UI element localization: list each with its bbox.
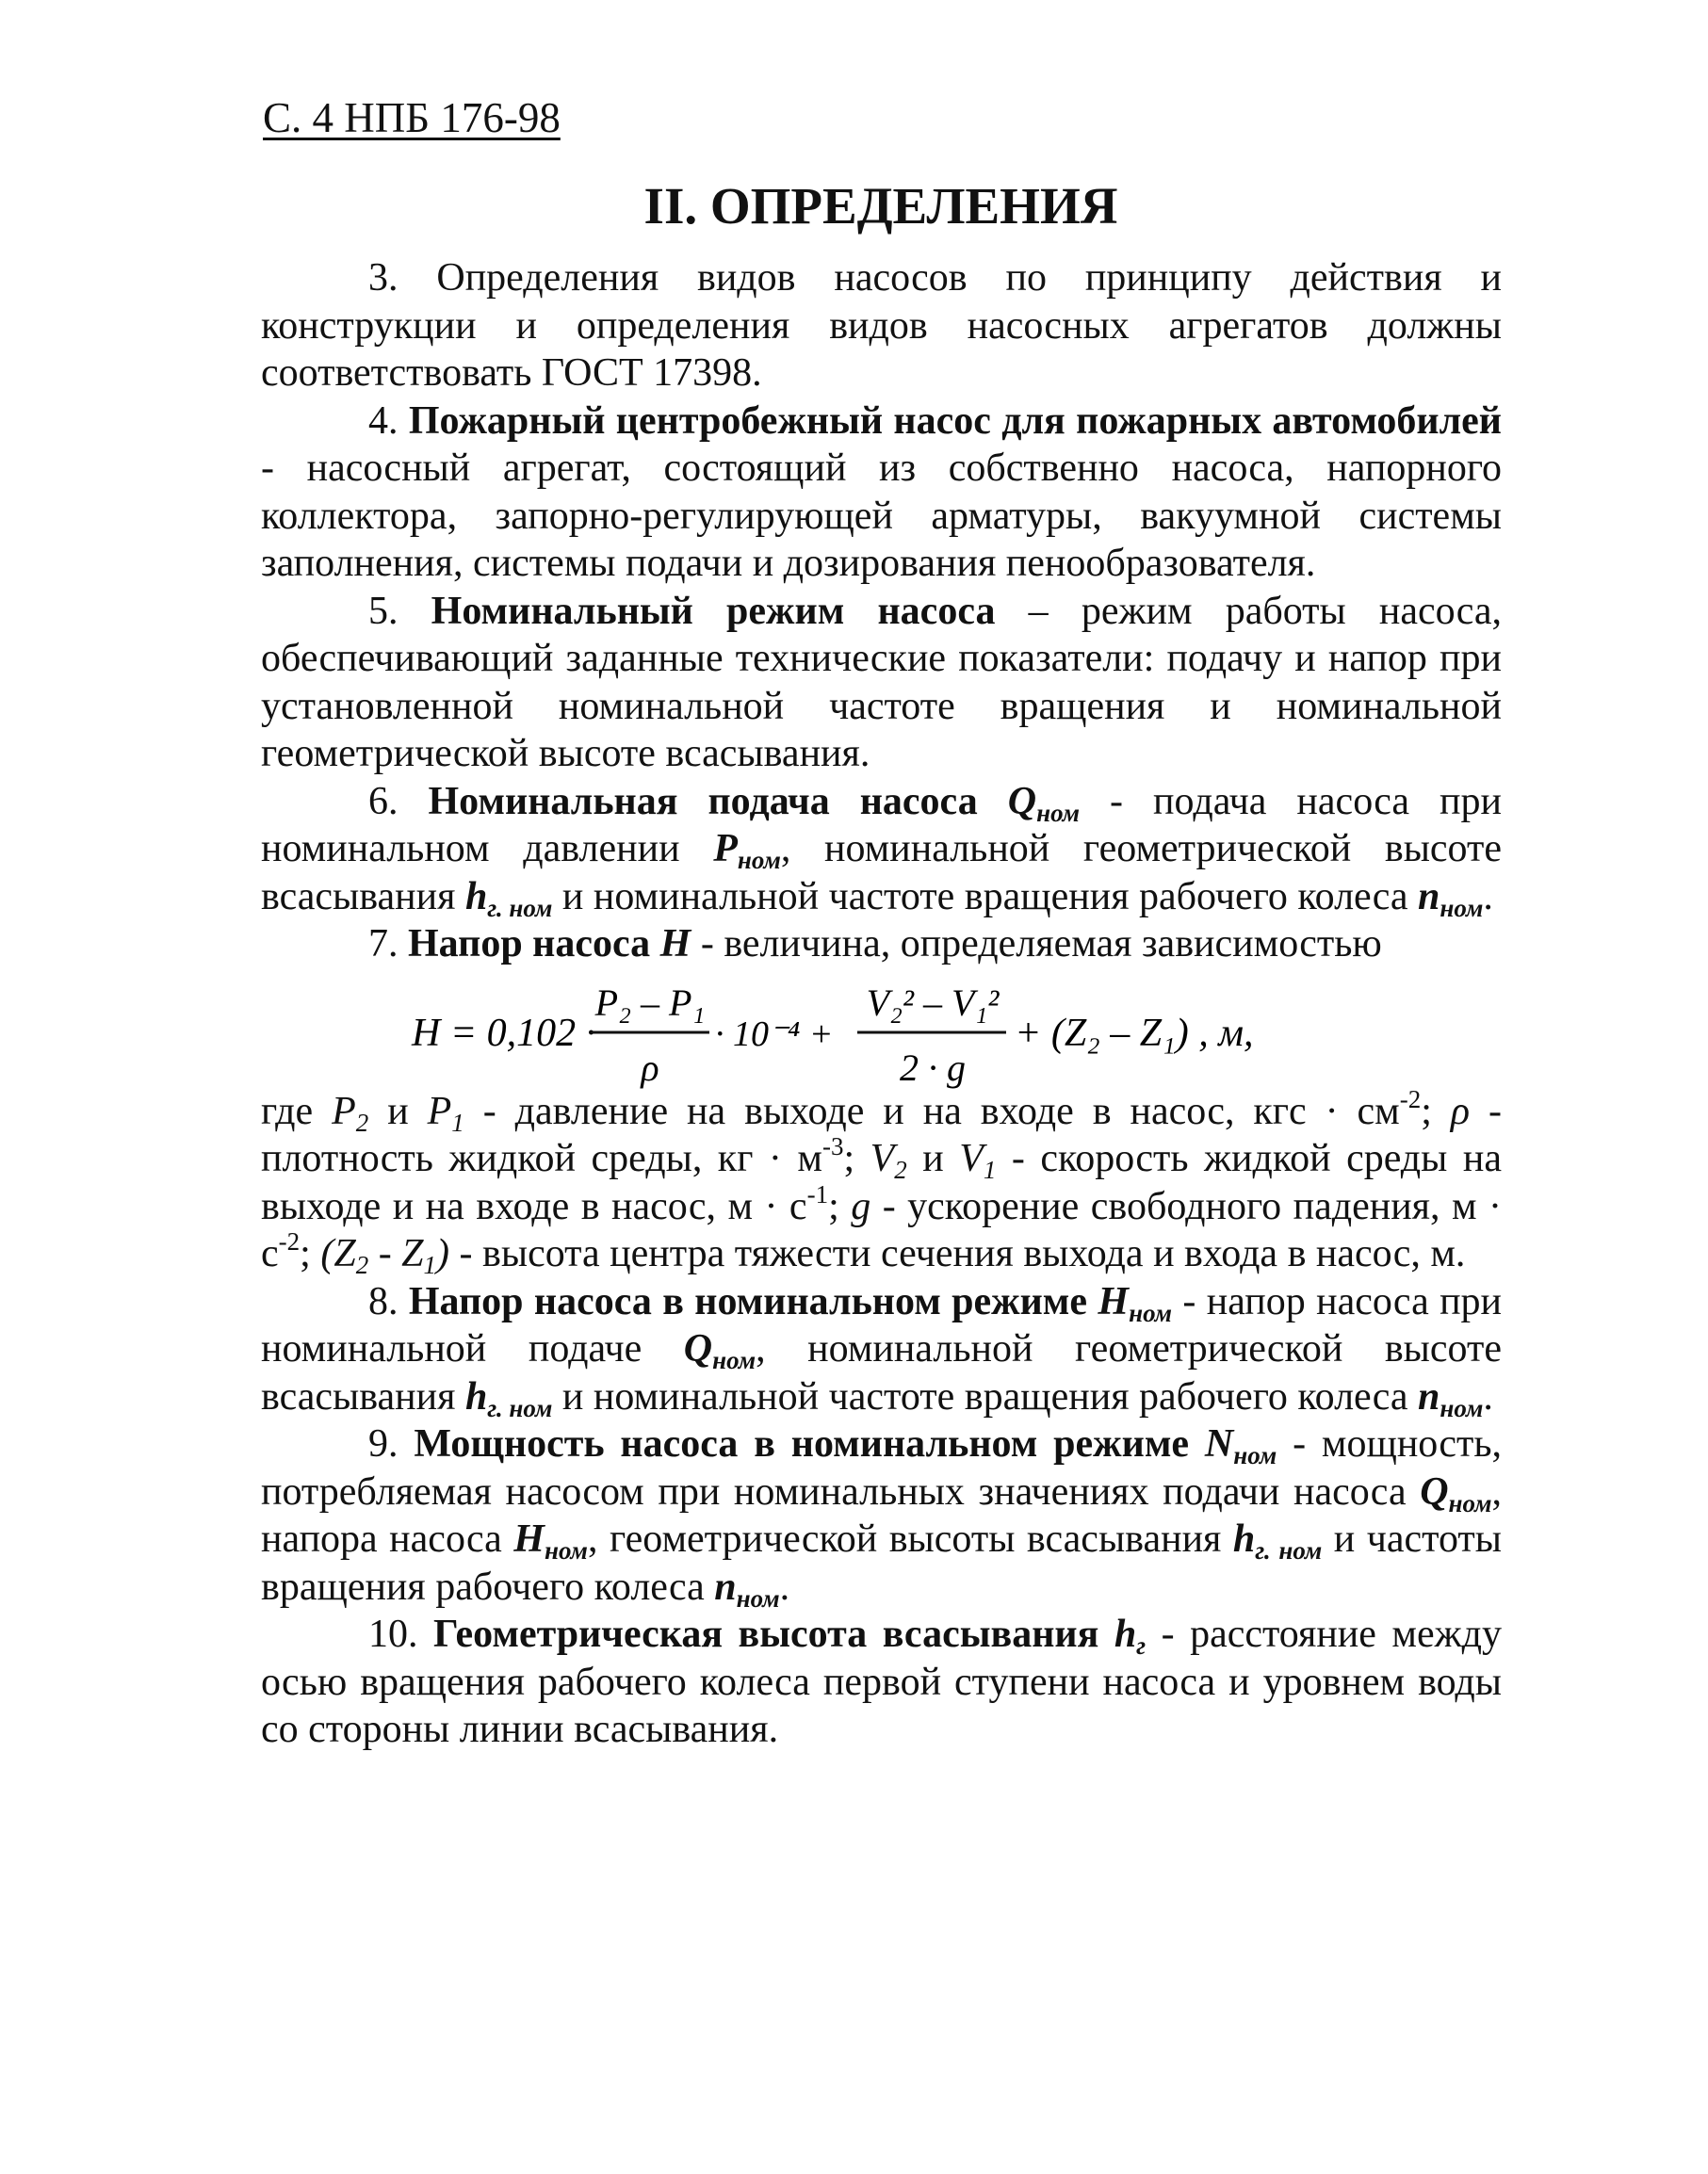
- term: Номинальная подача насоса: [428, 779, 978, 823]
- formula-mid: · 10⁻⁴ +: [715, 1014, 834, 1054]
- definition-5: 5. Номинальный режим насоса – режим работы насоса, обеспечивающий заданные технические показатели: подачу и напор при установленной номинальной частоте вращения и номинальной геометрической высоте всасывания.: [261, 589, 1503, 775]
- formula-rhs: + (Z₂ – Z₁) , м,: [1015, 1011, 1254, 1055]
- definition-8: 8. Напор насоса в номинальном режиме $H_{ном}$ - напор насоса при номинальной подаче $Q_{ном}$, номинальной геометрической высоте всасывания $h_{г. ном}$ и номинальной частоте вращения рабочего колеса $n_{ном}$.: [261, 1279, 1503, 1422]
- definition-4: 4. Пожарный центробежный насос для пожарных автомобилей - насосный агрегат, состоящий из собственно насоса, напорного коллектора, запорно-регулирующей арматуры, вакуумной системы заполнения, системы подачи и дозирования пенообразователя.: [261, 398, 1502, 585]
- section-title: II. ОПРЕДЕЛЕНИЯ: [643, 177, 1118, 235]
- definition-9: 9. Мощность насоса в номинальном режиме $N_{ном}$ - мощность, потребляемая насосом при номинальных значениях подачи насоса $Q_{ном}$, напора насоса $H_{ном}$, геометрической высоты всасывания $h_{г. ном}$ и частоты вращения рабочего колеса $n_{ном}$.: [261, 1422, 1502, 1613]
- term: Мощность насоса в номинальном режиме: [414, 1422, 1190, 1466]
- formula-numerator-2: V₂² – V₁²: [866, 981, 1000, 1024]
- term: Напор насоса: [408, 922, 651, 965]
- formula-legend: где P2 и P1 - давление на выходе и на входе в насос, кгс · $см^{-2}$; ρ - плотность жидкой среды, кг · $м^{-3}$; V2 и V1 - скорость жидкой среды на выходе и на входе в насос, $м \cdot с^{-1}$; g - ускорение свободного падения, $м \cdot с^{-2}$; (Z2 - Z1) - высота центра тяжести сечения выхода и входа в насос, м.: [261, 1084, 1502, 1279]
- formula-lhs: H = 0,102 ·: [412, 1011, 596, 1055]
- term: Геометрическая высота всасывания: [432, 1613, 1099, 1656]
- term: Номинальный режим насоса: [431, 589, 996, 633]
- formula-denominator-2: 2 · g: [900, 1046, 966, 1089]
- term: Напор насоса в номинальном режиме: [408, 1279, 1088, 1323]
- definition-10: 10. Геометрическая высота всасывания $h_г$ - расстояние между осью вращения рабочего колеса первой ступени насоса и уровнем воды со стороны линии всасывания.: [261, 1613, 1503, 1751]
- definition-7: 7. Напор насоса H - величина, определяемая зависимостью: [368, 922, 1382, 965]
- term: Пожарный центробежный насос для пожарных автомобилей: [408, 398, 1502, 443]
- definition-6: 6. Номинальная подача насоса $Q_{ном}$ - подача насоса при номинальном давлении $P_{ном}$, номинальной геометрической высоте всасывания $h_{г. ном}$ и номинальной частоте вращения рабочего колеса $n_{ном}$.: [261, 779, 1503, 922]
- head-formula: [261, 968, 1502, 1088]
- formula-numerator-1: P₂ – P₁: [594, 981, 706, 1024]
- definition-3: 3. Определения видов насосов по принципу действия и конструкции и определения видов насосных агрегатов должны соответствовать ГОСТ 17398.: [261, 256, 1502, 395]
- document-body: [261, 254, 1502, 1754]
- page-header: С. 4 НПБ 176-98: [263, 94, 561, 141]
- formula-svg: [261, 968, 1502, 1088]
- formula-denominator-1: ρ: [641, 1046, 659, 1089]
